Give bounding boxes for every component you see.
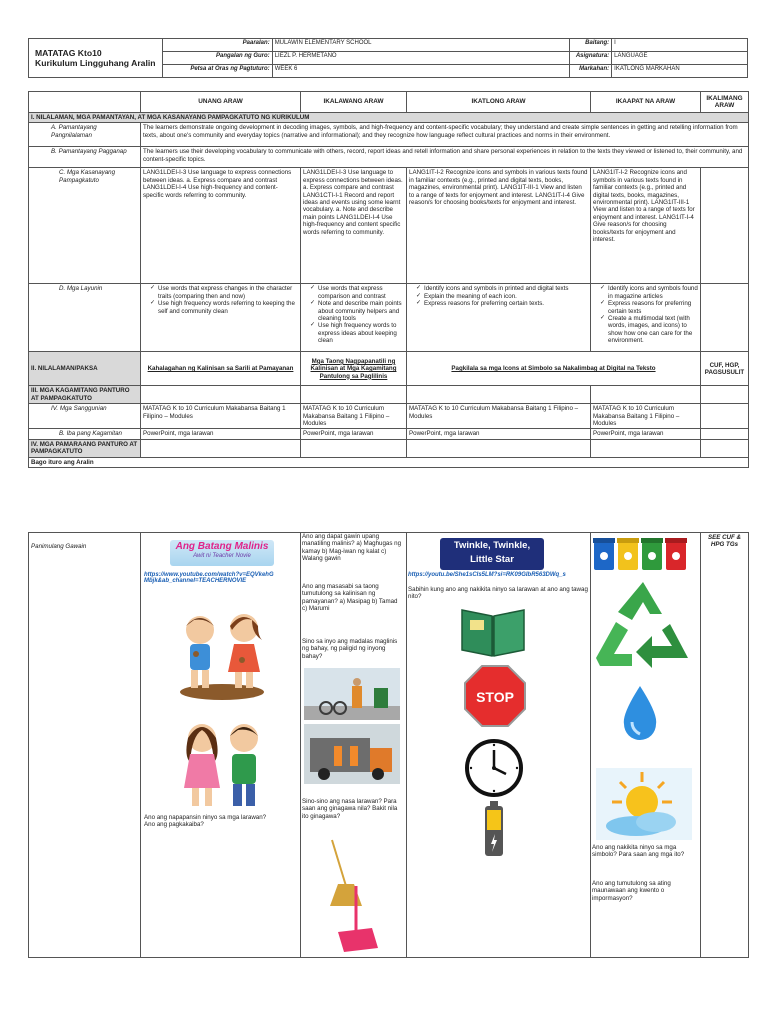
markahan-label: Markahan:	[570, 65, 612, 78]
objective-item: ✓ Identify icons and symbols in printed and digital texts	[417, 285, 588, 292]
row-c-label: C. Mga Kasanayang Pampagkatuto	[29, 168, 141, 284]
topic-day5: CUF, HGP, PAGSUSULIT	[701, 352, 749, 386]
street-sweeper-illustration	[304, 668, 400, 720]
row-d-day5	[701, 284, 749, 352]
guro-value: LIEZL P. HERMETAÑO	[272, 52, 569, 65]
stop-sign-icon	[463, 664, 527, 728]
title-line-2: Kurikulum Lingguhang Aralin	[35, 58, 156, 68]
ref-day5	[701, 404, 749, 429]
row-iv-label: IV. Mga Sanggunian	[29, 404, 141, 429]
petsa-value: WEEK 6	[272, 65, 569, 78]
corner-cell	[29, 92, 141, 113]
question-day1: Ano ang napapansin ninyo sa mga larawan? Ano ang pagkakaiba?	[144, 814, 267, 829]
mat-day5	[701, 429, 749, 439]
day-4-header: IKAAPAT NA ARAW	[591, 92, 701, 113]
question-day2-1: Ano ang dapat gawin upang manatiling malinis? a) Maghugas ng kamay b) Mag-iwan ng kalat c) Walang gawin	[302, 533, 402, 563]
battery-icon	[482, 800, 506, 858]
ref-day1: MATATAG K to 10 Curriculum Makabansa Baitang 1 Filipino – Modules	[141, 404, 301, 429]
clock-icon	[464, 738, 524, 798]
question-day3: Sabihin kung ano ang nakikita ninyo sa larawan at ano ang tawag nito?	[408, 586, 588, 601]
row-c-day1: LANG1LDEI-I-3 Use language to express connections between ideas. a. Express compare and contrast LANG1LDEI-I-4 Use high-frequency and content-specific words referring to community.	[141, 168, 301, 284]
question-day2-3: Sino sa inyo ang madalas maglinis ng bahay, ng paligid ng inyong bahay?	[302, 638, 398, 660]
banner-twinkle-line2: Little Star	[470, 554, 514, 565]
markahan-value: IKATLONG MARKAHAN	[612, 65, 748, 78]
banner-subtitle: Awit ni Teacher Novie	[193, 553, 251, 559]
header-table	[28, 38, 748, 78]
asignatura-value: LANGUAGE	[612, 52, 748, 65]
row-d-day4	[591, 284, 701, 352]
lesson-plan-table	[28, 91, 749, 468]
question-day2-2: Ano ang masasabi sa taong tumutulong sa kalinisan ng pamayanan? a) Masipag b) Tamad c) Marumi	[302, 583, 398, 613]
row-c-day5	[701, 168, 749, 284]
objective-item: ✓ Use words that express changes in the character traits (comparing then and now)	[151, 285, 298, 300]
sun-cloud-icon	[596, 768, 692, 840]
water-drop-icon	[620, 684, 660, 744]
objective-item: ✓ Use high frequency words to express ideas about keeping clean	[311, 322, 404, 344]
row-d-day1	[141, 284, 301, 352]
section-3-label: III. MGA KAGAMITANG PANTURO AT PAMPAGKATUTO	[29, 386, 141, 404]
topic-day3-4: Pagkilala sa mga Icons at Simbolo sa Nakalimbag at Digital na Teksto	[407, 352, 701, 386]
topic-day2: Mga Taong Nagpapanatili ng Kalinisan at Mga Kagamitang Pantulong sa Paglilinis	[301, 352, 407, 386]
question-day4-2: Ano ang tumutulong sa ating maunawaan ang kwento o impormasyon?	[592, 880, 671, 902]
baitang-label: Baitang:	[570, 39, 612, 52]
ref-day2: MATATAG K to 10 Curriculum Makabansa Baitang 1 Filipino – Modules	[301, 404, 407, 429]
objective-item: ✓ Use words that express comparison and contrast	[311, 285, 404, 300]
video-link-day3[interactable]: https://youtu.be/She1sCIs5LM?si=RK09GIbR563DWq_s	[408, 572, 566, 578]
banner-title: Ang Batang Malinis	[175, 541, 269, 552]
title-line-1: MATATAG Kto10	[35, 48, 102, 58]
question-day4-1: Ano ang nakikita ninyo sa mga simbolo? Para saan ang mga ito?	[592, 844, 685, 859]
row-d-day2	[301, 284, 407, 352]
baitang-value: I	[612, 39, 748, 52]
section-4-label: IV. MGA PAMARAANG PANTURO AT PAMPAGKATUTO	[29, 439, 141, 457]
row-a-text: The learners demonstrate ongoing development in decoding images, symbols, and high-frequency and content-specific vocabulary; they understand and create simple sentences in getting and retelling information from texts, about one's community and everyday topics (narrative and informational); and they recognize how language reflect cultural practices and norms in their environment.	[141, 123, 749, 147]
book-icon	[458, 602, 528, 658]
clean-kids-illustration	[172, 716, 272, 810]
row-c-day4: LANG1IT-I-2 Recognize icons and symbols in various texts found in familiar contexts (e.g., printed and digital texts, books, magazines, environmental print). LANG1IT-III-1 View and listen to a range of texts for enjoyment and interest. LANG1IT-I-4 Give reason/s for choosing books/texts for enjoyment and interest.	[591, 168, 701, 284]
lesson-title	[29, 39, 163, 78]
guro-label: Pangalan ng Guro:	[162, 52, 272, 65]
day-3-header: IKATLONG ARAW	[407, 92, 591, 113]
row-c-day3: LANG1IT-I-2 Recognize icons and symbols in various texts found in familiar contexts (e.g., printed and digital texts, books, magazines, environmental print). LANG1IT-III-1 View and listen to a range of texts for enjoyment and interest. LANG1IT-I-4 Give reason/s for choosing books/texts for enjoyment and interest.	[407, 168, 591, 284]
panimulang-gawain-label: Panimulang Gawain	[29, 533, 141, 958]
row-b-label: B. Pamantayang Pagganap	[29, 147, 141, 168]
ref-day3: MATATAG K to 10 Curriculum Makabansa Baitang 1 Filipino – Modules	[407, 404, 591, 429]
petsa-label: Petsa at Oras ng Pagtuturo:	[162, 65, 272, 78]
section-2-label: II. NILALAMAN/PAKSA	[29, 352, 141, 386]
day-5-header: IKALIMANG ARAW	[701, 92, 749, 113]
day-2-header: IKALAWANG ARAW	[301, 92, 407, 113]
mat-day4: PowerPoint, mga larawan	[591, 429, 701, 439]
objective-item: ✓ Express reasons for preferring certain texts	[601, 300, 698, 315]
objective-item: ✓ Express reasons for preferring certain texts.	[417, 300, 588, 307]
row-d-label: D. Mga Layunin	[29, 284, 141, 352]
objective-item: ✓ Explain the meaning of each icon.	[417, 293, 588, 300]
objective-item: ✓ Use high frequency words referring to keeping the self and community clean	[151, 300, 298, 315]
mat-day2: PowerPoint, mga larawan	[301, 429, 407, 439]
song-banner-twinkle	[440, 538, 544, 570]
activity-day5: SEE CUF & HPG TGs	[701, 533, 749, 958]
objective-item: ✓ Identify icons and symbols found in magazine articles	[601, 285, 698, 300]
question-day2-4: Sino-sino ang nasa larawan? Para saan ang ginagawa nila? Bakit nila ito ginagawa?	[302, 798, 398, 820]
broom-dustpan-illustration	[318, 836, 384, 956]
ref-day4: MATATAG K to 10 Curriculum Makabansa Baitang 1 Filipino – Modules	[591, 404, 701, 429]
bago-ituro-label: Bago ituro ang Aralin	[29, 457, 749, 467]
objective-item: ✓ Note and describe main points about community helpers and cleaning tools	[311, 300, 404, 322]
paaralan-label: Paaralan:	[162, 39, 272, 52]
row-c-day2: LANG1LDEI-I-3 Use language to express connections between ideas. a. Express compare and contrast LANG1CTI-I-1 Record and report ideas and events using some learnt vocabulary. a. Note and describe main points LANG1LDEI-I-4 Use high-frequency and content specific words referring to community.	[301, 168, 407, 284]
stop-sign-text: STOP	[476, 689, 514, 705]
mat-day3: PowerPoint, mga larawan	[407, 429, 591, 439]
video-link-day1[interactable]: https://www.youtube.com/watch?v=EQVkehGMbjk&ab_channel=TEACHERNOVIE	[144, 572, 274, 584]
section-1-heading: I. NILALAMAN, MGA PAMANTAYAN, AT MGA KASANAYANG PAMPAGKATUTO NG KURIKULUM	[29, 113, 749, 123]
row-a-label: A. Pamantayang Pangnilalaman	[29, 123, 141, 147]
row-b-text: The learners use their developing vocabulary to communicate with others, record, report ideas and retell information and share personal experiences in relation to the texts they viewed or listened to, their community, and content-specific topics.	[141, 147, 749, 168]
row-b2-label: B. Iba pang Kagamitan	[29, 429, 141, 439]
day-1-header: UNANG ARAW	[141, 92, 301, 113]
row-d-day3	[407, 284, 591, 352]
topic-day1: Kahalagahan ng Kalinisan sa Sarili at Pamayanan	[141, 352, 301, 386]
recycling-bins-icon	[592, 534, 692, 574]
objective-item: ✓ Create a multimodal text (with words, images, and icons) to show how one can care for the environment.	[601, 315, 698, 345]
garbage-collectors-illustration	[304, 724, 400, 784]
banner-twinkle-line1: Twinkle, Twinkle,	[453, 540, 531, 551]
dirty-kids-illustration	[172, 604, 272, 704]
recycle-symbol-icon	[592, 576, 694, 672]
paaralan-value: MULAWIN ELEMENTARY SCHOOL	[272, 39, 569, 52]
mat-day1: PowerPoint, mga larawan	[141, 429, 301, 439]
song-banner-batang-malinis	[170, 540, 274, 566]
asignatura-label: Asignatura:	[570, 52, 612, 65]
